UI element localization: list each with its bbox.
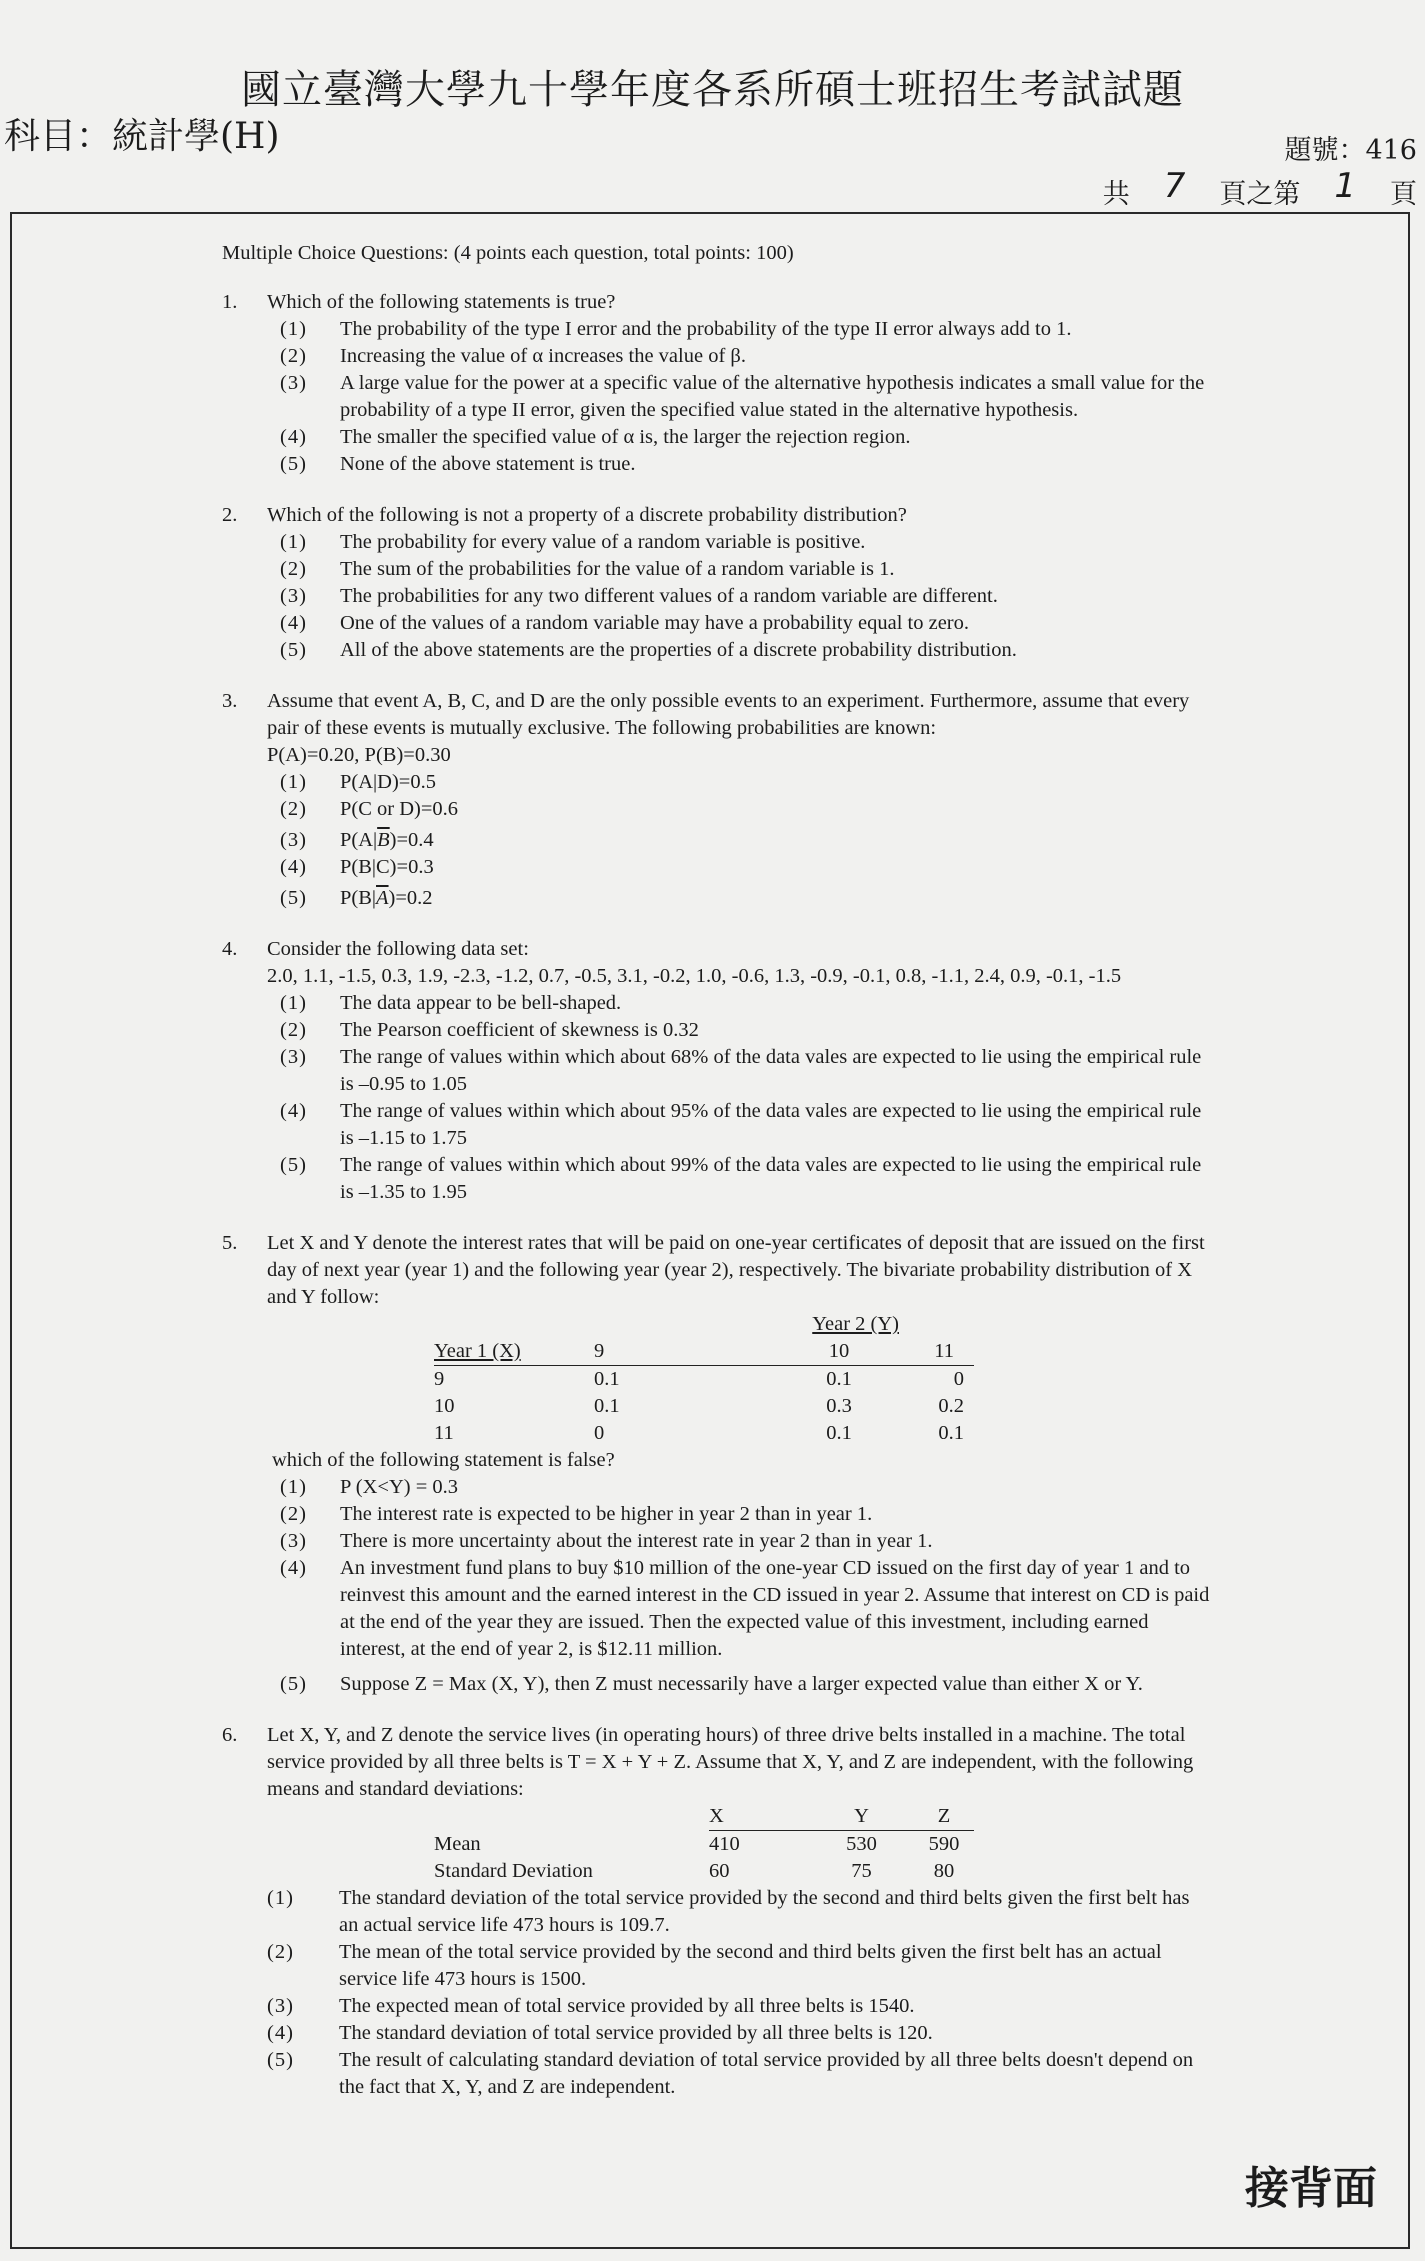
option [280, 583, 1212, 610]
option-label: (3) [280, 585, 307, 607]
table-col-header: X [709, 1803, 809, 1831]
table-col-header: 10 [759, 1338, 919, 1366]
instructions: Multiple Choice Questions: (4 points each question, total points: 100) [222, 242, 794, 264]
option [280, 610, 1212, 637]
given-probabilities: P(A)=0.20, P(B)=0.30 [267, 744, 451, 766]
option-text: P(A|D)=0.5 [340, 771, 436, 793]
table-cell: 80 [933, 1860, 955, 1882]
question-lead: which of the following statement is false? [272, 1449, 615, 1471]
option [280, 990, 1212, 1017]
option-text: The probability for every value of a random variable is positive. [340, 531, 866, 553]
option [280, 1555, 1212, 1663]
option [280, 1152, 1212, 1206]
option-label: (1) [280, 771, 307, 793]
option [280, 1017, 1212, 1044]
question-stem: Assume that event A, B, C, and D are the only possible events to an experiment. Furthermore, assume that every pair of these events is mutually exclusive. The following probabilities are known: [267, 690, 1190, 739]
option-text: All of the above statements are the properties of a discrete probability distribution. [340, 639, 1017, 661]
option-text: One of the values of a random variable may have a probability equal to zero. [340, 612, 969, 634]
table-cell: 0 [953, 1368, 964, 1390]
complement-event: $\overline{A}$ [376, 887, 389, 909]
option-label: (5) [280, 1673, 307, 1695]
table-cell: 9 [434, 1368, 445, 1390]
option-label: (3) [267, 1995, 294, 2017]
question-number-3: 3. [222, 690, 238, 712]
question-number-6: 6. [222, 1724, 238, 1746]
option-text: An investment fund plans to buy $10 million of the one-year CD issued on the first day of year 1 and to reinvest this amount and the earned interest in the CD issued in year 2. Assume that interest on CD is paid at the end of the year they are issued. Then the expected value of this investment, including earned interest, at the end of year 2, is $12.11 million. [340, 1557, 1210, 1660]
option-text-pre: P(B| [340, 887, 377, 909]
question-stem: Consider the following data set: [267, 938, 529, 960]
question-list [222, 240, 1212, 2125]
option-text: The standard deviation of total service provided by all three belts is 120. [339, 2022, 933, 2044]
question-number: 題號：416 [1284, 135, 1417, 166]
table-col-header: Y [809, 1803, 914, 1831]
question-5 [222, 1230, 1212, 1698]
option [280, 854, 1212, 881]
subject-label: 科目：統計學(H) [4, 116, 280, 157]
question-4 [222, 936, 1212, 1206]
table-cell: 590 [928, 1833, 960, 1855]
option-label: (4) [280, 856, 307, 878]
option-label: (1) [267, 1887, 294, 1909]
option-text: A large value for the power at a specific value of the alternative hypothesis indicates a small value for the probability of a type II error, given the specified value stated in the alternative hypothesis. [340, 372, 1205, 421]
option [280, 827, 1212, 854]
question-number-1: 1. [222, 291, 238, 313]
table-col-header: Z [914, 1803, 974, 1831]
option-text: None of the above statement is true. [340, 453, 636, 475]
option-label: (3) [280, 372, 307, 394]
option [267, 2020, 1212, 2047]
option-label: (4) [267, 2022, 294, 2044]
option [280, 1044, 1212, 1098]
table-row [434, 1393, 974, 1420]
table-group-header: Year 2 (Y) [812, 1313, 899, 1335]
option-label: (3) [280, 829, 307, 851]
option-text: The range of values within which about 68% of the data vales are expected to lie using the empirical rule is –0.95 to 1.05 [340, 1046, 1202, 1095]
option-label: (2) [280, 1503, 307, 1525]
option-text: The Pearson coefficient of skewness is 0.32 [340, 1019, 699, 1041]
question-stem: Let X, Y, and Z denote the service lives (in operating hours) of three drive belts installed in a machine. The total service provided by all three belts is T = X + Y + Z. Assume that X, Y, and Z are independent, with the following means and standard deviations: [267, 1724, 1194, 1800]
option-text: The range of values within which about 99% of the data vales are expected to lie using the empirical rule is –1.35 to 1.95 [340, 1154, 1202, 1203]
option-text: The data appear to be bell-shaped. [340, 992, 622, 1014]
table-cell: 11 [434, 1422, 454, 1444]
belt-stats-table [434, 1803, 974, 1885]
question-number-4: 4. [222, 938, 238, 960]
table-col-header: 11 [919, 1338, 974, 1366]
exam-title: 國立臺灣大學九十學年度各系所碩士班招生考試試題 [241, 67, 1184, 113]
page-post: 頁 [1390, 179, 1417, 210]
table-cell: 0 [594, 1422, 605, 1444]
option-text: The range of values within which about 95% of the data vales are expected to lie using the empirical rule is –1.15 to 1.75 [340, 1100, 1202, 1149]
table-cell: 0.1 [826, 1422, 852, 1444]
option-label: (4) [280, 1100, 307, 1122]
option-text: The standard deviation of the total service provided by the second and third belts given the first belt has an actual service life 473 hours is 109.7. [339, 1887, 1190, 1936]
option-text: Suppose Z = Max (X, Y), then Z must necessarily have a larger expected value than either X or Y. [340, 1673, 1143, 1695]
option [267, 1939, 1212, 1993]
complement-event: $\overline{B}$ [377, 829, 390, 851]
table-cell: 0.1 [938, 1422, 964, 1444]
continue-on-back-note: 接背面 [1245, 2163, 1377, 2214]
question-stem: Let X and Y denote the interest rates that will be paid on one-year certificates of deposit that are issued on the first day of next year (year 1) and the following year (year 2), respectively. The bivariate probability distribution of X and Y follow: [267, 1232, 1205, 1308]
option-label: (5) [280, 639, 307, 661]
question-3 [222, 688, 1212, 912]
option [280, 1501, 1212, 1528]
option-text: The result of calculating standard deviation of total service provided by all three belts doesn't depend on the fact that X, Y, and Z are independent. [339, 2049, 1194, 2098]
option-label: (2) [267, 1941, 294, 1963]
question-stem: Which of the following statements is true? [267, 291, 616, 313]
table-row [434, 1420, 974, 1447]
option [280, 316, 1212, 343]
table-row [434, 1366, 974, 1394]
table-cell: 10 [434, 1395, 455, 1417]
option [280, 529, 1212, 556]
table-row-label: Standard Deviation [434, 1860, 593, 1882]
option-label: (2) [280, 798, 307, 820]
table-cell: 60 [709, 1860, 730, 1882]
table-row [434, 1831, 974, 1859]
option-label: (1) [280, 318, 307, 340]
question-6 [222, 1722, 1212, 2101]
table-cell: 0.1 [594, 1395, 620, 1417]
question-number-5: 5. [222, 1232, 238, 1254]
table-cell: 0.3 [826, 1395, 852, 1417]
option-text: The probability of the type I error and the probability of the type II error always add to 1. [340, 318, 1072, 340]
option-label: (4) [280, 612, 307, 634]
question-stem: Which of the following is not a property of a discrete probability distribution? [267, 504, 907, 526]
option-text: The mean of the total service provided by the second and third belts given the first belt has an actual service life 473 hours is 1500. [339, 1941, 1162, 1990]
option-label: (5) [267, 2049, 294, 2071]
table-cell: 0.1 [594, 1368, 620, 1390]
option-label: (2) [280, 1019, 307, 1041]
option [280, 637, 1212, 664]
page-pre: 共 [1102, 179, 1130, 210]
option-text-post: )=0.4 [389, 829, 434, 851]
table-row-header: Year 1 (X) [434, 1338, 594, 1366]
option [280, 1098, 1212, 1152]
option-text: Increasing the value of α increases the value of β. [340, 345, 746, 367]
page-total: 7 [1163, 166, 1186, 206]
option-label: (5) [280, 1154, 307, 1176]
option [280, 1474, 1212, 1501]
option-text: The interest rate is expected to be higher in year 2 than in year 1. [340, 1503, 873, 1525]
table-row-label: Mean [434, 1832, 481, 1855]
option-text: P(C or D)=0.6 [340, 798, 459, 820]
page-current: 1 [1334, 166, 1356, 206]
option-text-post: )=0.2 [388, 887, 433, 909]
option-label: (3) [280, 1530, 307, 1552]
option-text: P (X<Y) = 0.3 [340, 1476, 459, 1498]
option [280, 1671, 1212, 1698]
option-label: (5) [280, 887, 307, 909]
option [267, 1885, 1212, 1939]
option-text: The probabilities for any two different values of a random variable are different. [340, 585, 998, 607]
option [280, 885, 1212, 912]
option [280, 451, 1212, 478]
page-mid: 頁之第 [1219, 179, 1301, 210]
option [267, 2047, 1212, 2101]
option-text: The smaller the specified value of α is, the larger the rejection region. [340, 426, 911, 448]
option [280, 370, 1212, 424]
table-cell: 0.2 [938, 1395, 964, 1417]
table-cell: 0.1 [826, 1368, 852, 1390]
option-label: (2) [280, 558, 307, 580]
bivariate-table [434, 1311, 974, 1447]
option-label: (1) [280, 531, 307, 553]
option-label: (3) [280, 1046, 307, 1068]
page-indicator [1102, 166, 1417, 211]
option-text: The sum of the probabilities for the value of a random variable is 1. [340, 558, 895, 580]
option-text: P(B|C)=0.3 [340, 856, 434, 878]
option [280, 556, 1212, 583]
question-number-2: 2. [222, 504, 238, 526]
table-cell: 530 [846, 1833, 877, 1855]
question-2 [222, 502, 1212, 664]
option [267, 1993, 1212, 2020]
question-1 [222, 289, 1212, 478]
table-col-header: 9 [594, 1338, 759, 1366]
option-label: (5) [280, 453, 307, 475]
option [280, 343, 1212, 370]
option-label: (2) [280, 345, 307, 367]
table-cell: 410 [709, 1833, 740, 1855]
option-label: (4) [280, 1557, 307, 1579]
option [280, 769, 1212, 796]
option-label: (4) [280, 426, 307, 448]
option-text-pre: P(A| [340, 829, 378, 851]
option [280, 796, 1212, 823]
option-text: There is more uncertainty about the interest rate in year 2 than in year 1. [340, 1530, 933, 1552]
option [280, 424, 1212, 451]
option-label: (1) [280, 1476, 307, 1498]
option-text: The expected mean of total service provided by all three belts is 1540. [339, 1995, 915, 2017]
table-cell: 75 [851, 1860, 872, 1882]
option [280, 1528, 1212, 1555]
table-row [434, 1858, 974, 1885]
data-set: 2.0, 1.1, -1.5, 0.3, 1.9, -2.3, -1.2, 0.7, -0.5, 3.1, -0.2, 1.0, -0.6, 1.3, -0.9, -0.1, 0.8, -1.1, 2.4, 0.9, -0.1, -1.5 [267, 965, 1122, 987]
option-label: (1) [280, 992, 307, 1014]
